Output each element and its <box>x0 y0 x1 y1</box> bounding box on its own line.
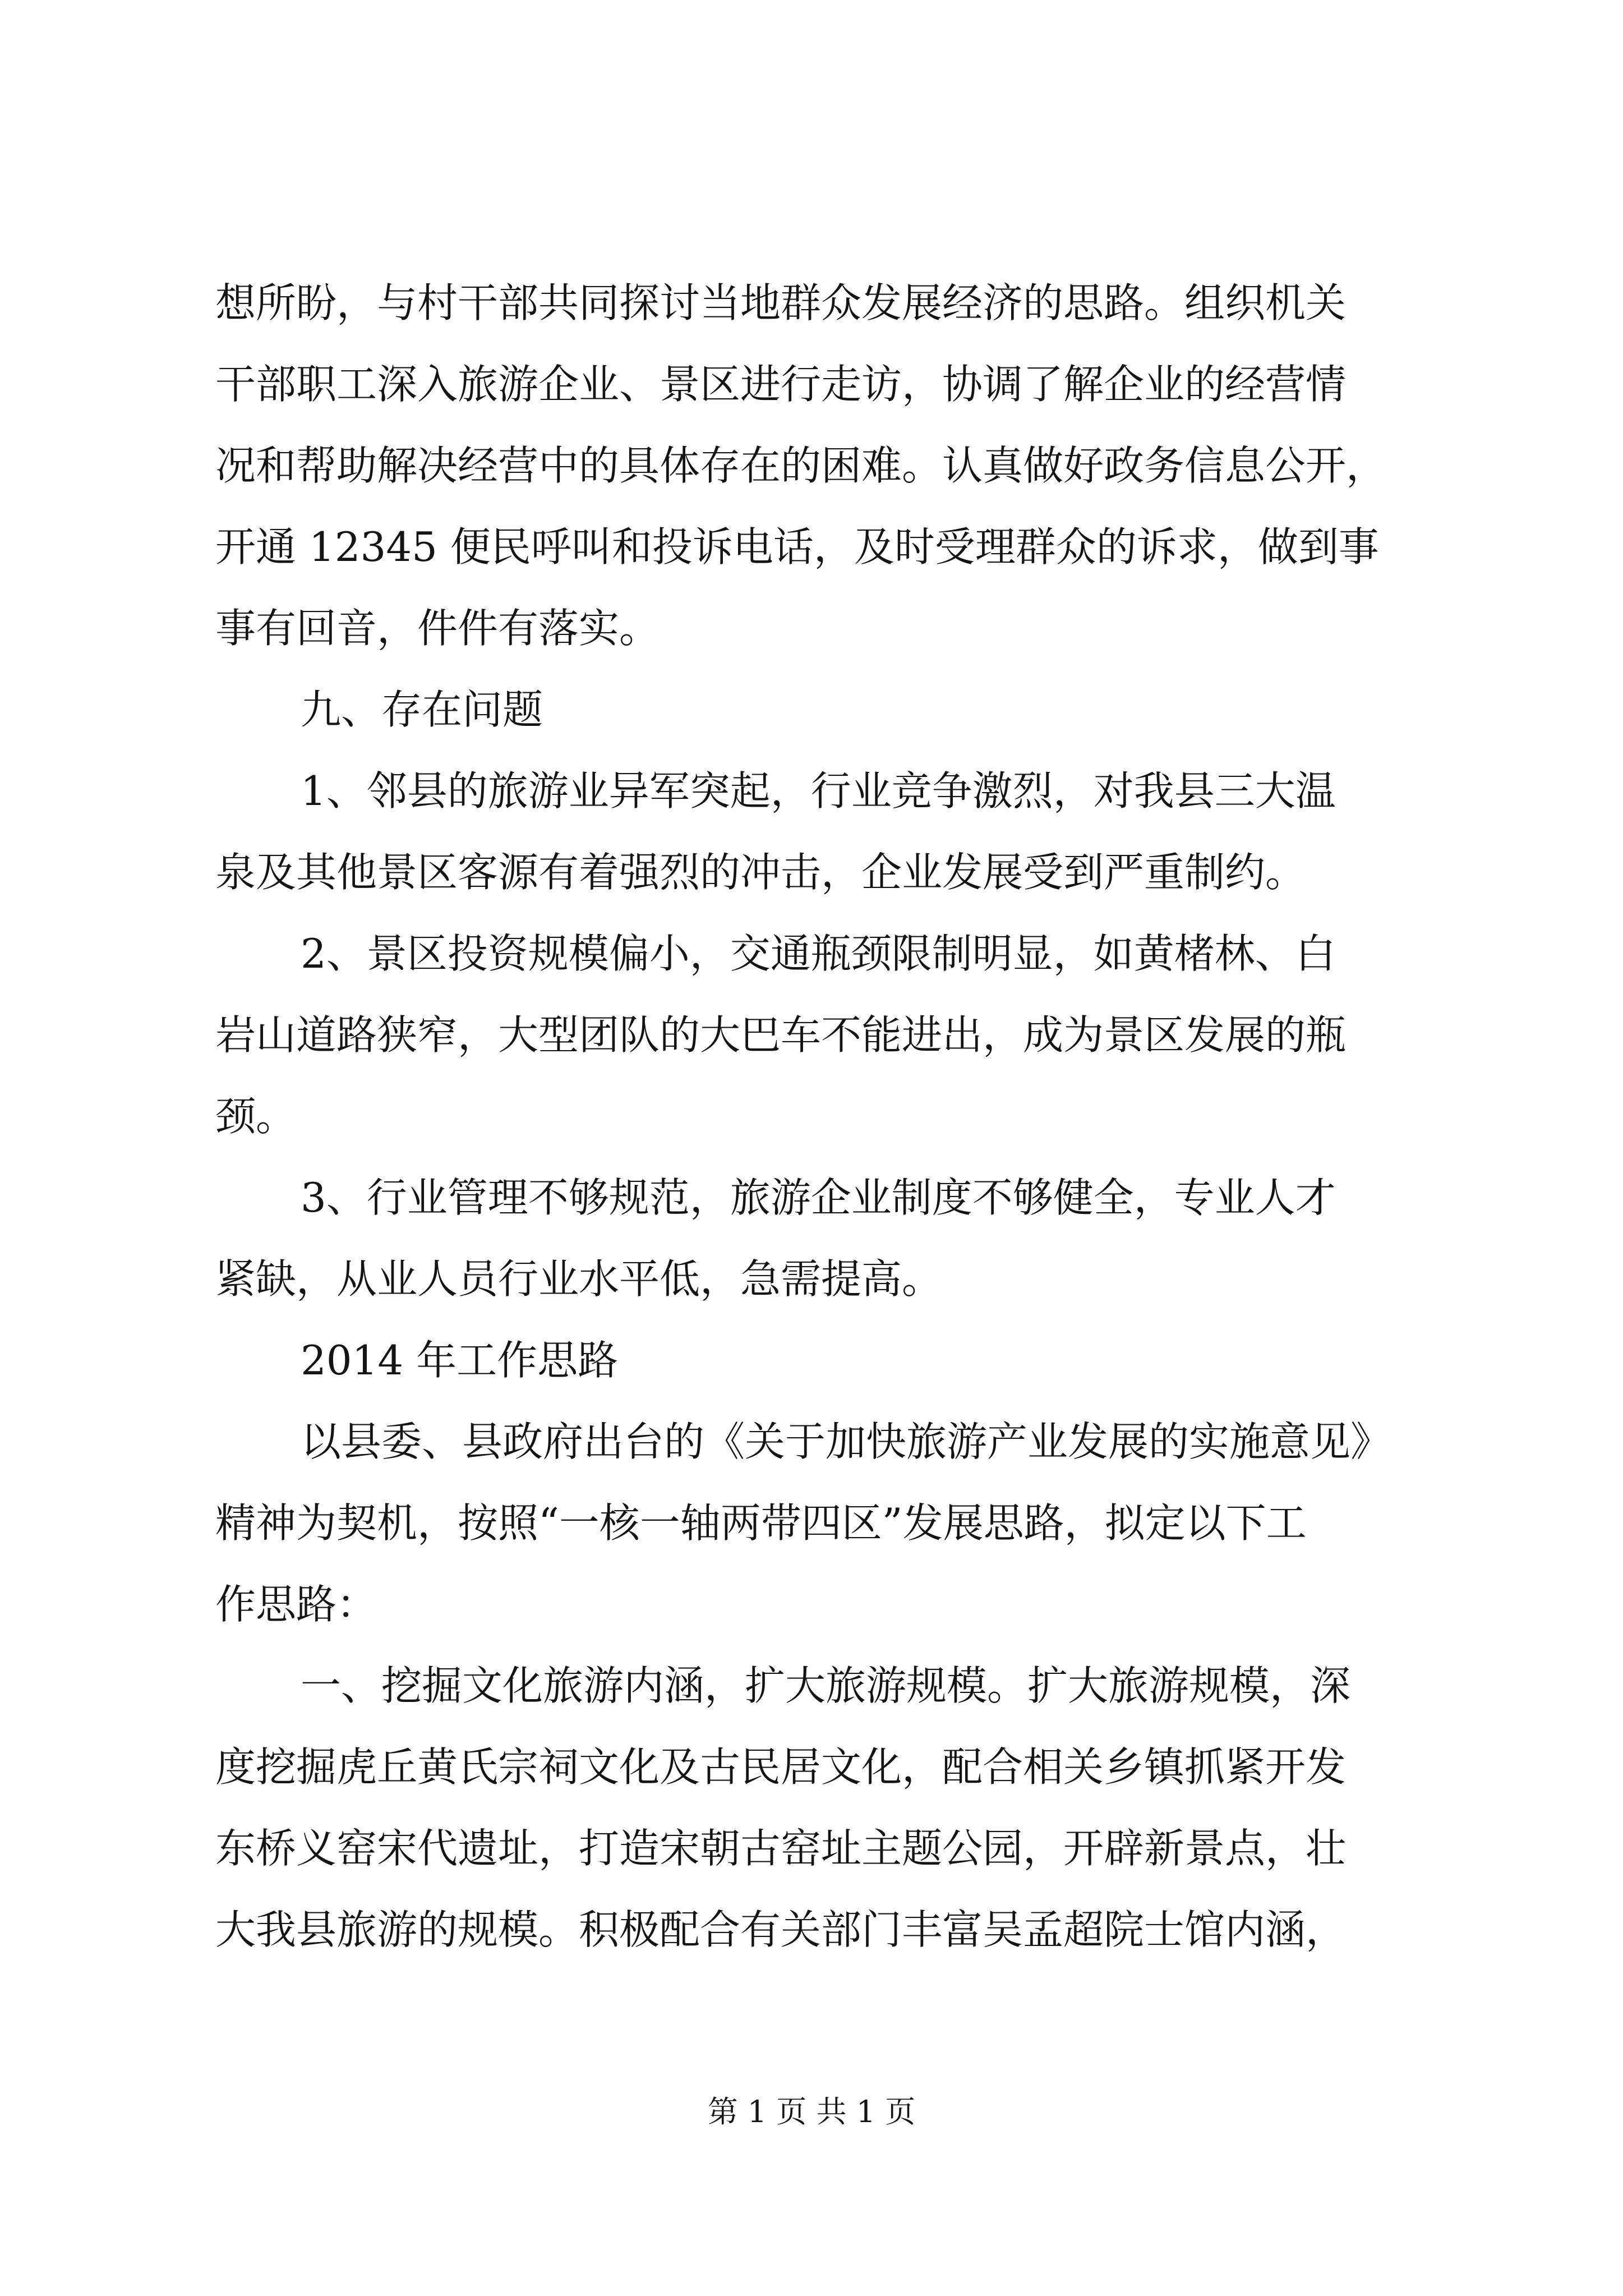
page-footer <box>0 2094 1623 2129</box>
text-line: 1、邻县的旅游业异军突起，行业竞争激烈，对我县三大温 <box>301 767 1336 815</box>
section-heading: 2014 年工作思路 <box>301 1337 619 1384</box>
text-line: 3、行业管理不够规范，旅游企业制度不够健全，专业人才 <box>301 1174 1336 1221</box>
text-line: 事有回音，件件有落实。 <box>215 605 660 652</box>
text-line: 想所盼，与村干部共同探讨当地群众发展经济的思路。组织机关 <box>215 279 1347 326</box>
text-line: 2、景区投资规模偏小，交通瓶颈限制明显，如黄楮林、白 <box>301 930 1336 977</box>
text-line: 东桥义窑宋代遗址，打造宋朝古窑址主题公园，开辟新景点，壮 <box>215 1825 1347 1872</box>
text-line: 一、挖掘文化旅游内涵，扩大旅游规模。扩大旅游规模，深 <box>301 1662 1351 1709</box>
text-line: 开通 12345 便民呼叫和投诉电话，及时受理群众的诉求，做到事 <box>215 523 1379 570</box>
text-line: 精神为契机，按照“一核一轴两带四区”发展思路，拟定以下工 <box>215 1499 1307 1547</box>
text-line: 颈。 <box>215 1093 297 1140</box>
text-line: 作思路： <box>215 1581 377 1628</box>
text-line: 况和帮助解决经营中的具体存在的困难。认真做好政务信息公开， <box>215 442 1387 489</box>
text-line: 大我县旅游的规模。积极配合有关部门丰富吴孟超院士馆内涵， <box>215 1906 1347 1953</box>
text-line: 干部职工深入旅游企业、景区进行走访，协调了解企业的经营情 <box>215 361 1347 408</box>
text-line: 紧缺，从业人员行业水平低，急需提高。 <box>215 1255 943 1303</box>
text-line: 岩山道路狭窄，大型团队的大巴车不能进出，成为景区发展的瓶 <box>215 1011 1347 1059</box>
page-number-label: 第 1 页 共 1 页 <box>707 2094 916 2129</box>
text-line: 以县委、县政府出台的《关于加快旅游产业发展的实施意见》 <box>301 1418 1391 1465</box>
text-line: 泉及其他景区客源有着强烈的冲击，企业发展受到严重制约。 <box>215 849 1306 896</box>
text-line: 度挖掘虎丘黄氏宗祠文化及古民居文化，配合相关乡镇抓紧开发 <box>215 1743 1347 1791</box>
section-heading: 九、存在问题 <box>301 686 543 733</box>
